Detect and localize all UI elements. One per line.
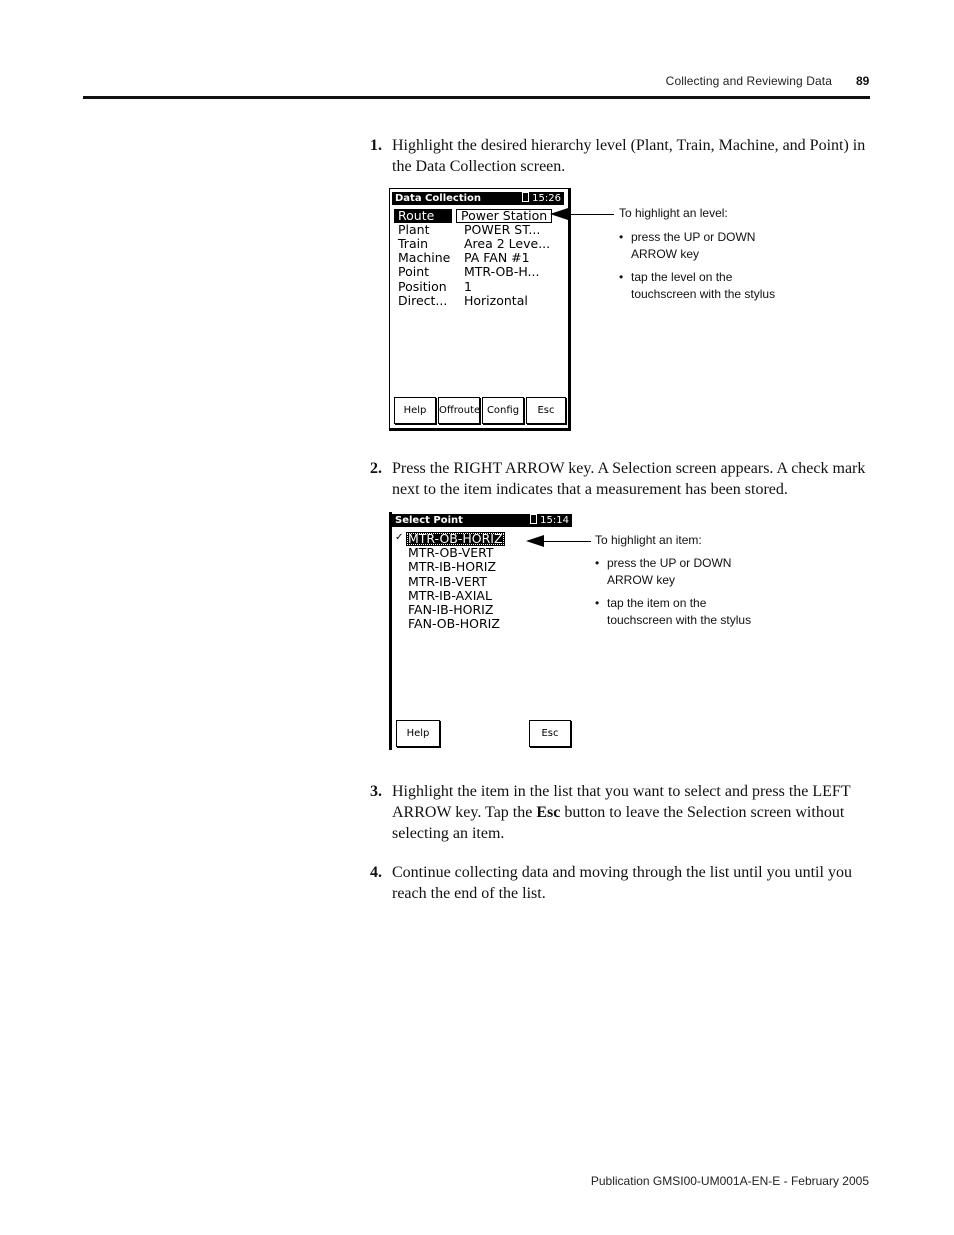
- list-item[interactable]: MTR-OB-VERT: [408, 545, 494, 560]
- step-4: [370, 862, 870, 904]
- list-item[interactable]: MTR-IB-AXIAL: [408, 588, 492, 603]
- clock-time: 15:14: [540, 515, 569, 526]
- route-label: Route: [394, 209, 452, 223]
- page-number: 89: [856, 74, 870, 88]
- clock: [530, 514, 569, 527]
- direction-label: Direct...: [398, 293, 448, 308]
- offroute-button[interactable]: Offroute: [438, 397, 480, 424]
- list-item-selected[interactable]: MTR-OB-HORIZ: [408, 531, 503, 546]
- esc-keyword: Esc: [536, 804, 561, 821]
- callout-item: [595, 555, 775, 589]
- callout-leader: [542, 541, 591, 542]
- screen-titlebar: [392, 192, 564, 205]
- callout-item-text: tap the item on the touchscreen with the stylus: [607, 596, 752, 627]
- callout-item: [595, 595, 775, 629]
- step-number: 4.: [370, 864, 382, 881]
- step-text-part: Highlight the item in the list that you want to select and press the LEFT ARROW key. Tap the: [392, 783, 851, 821]
- check-mark-icon: ✓: [395, 532, 404, 543]
- publication-footer: Publication GMSI00-UM001A-EN-E - February 2005: [590, 1174, 869, 1188]
- plant-value: POWER ST...: [464, 222, 541, 237]
- point-label: Point: [398, 264, 430, 279]
- step-2: [370, 458, 870, 500]
- select-point-screen: [389, 512, 572, 750]
- point-value: MTR-OB-H...: [464, 264, 540, 279]
- step-text-part: button to leave the Selection screen without selecting an item.: [392, 804, 845, 842]
- bullet-icon: •: [595, 596, 600, 610]
- clock-time: 15:26: [532, 193, 561, 204]
- help-button[interactable]: Help: [394, 397, 436, 424]
- callout-title: To highlight an item:: [595, 533, 702, 547]
- callout-level: [619, 205, 799, 303]
- battery-icon: [530, 514, 537, 524]
- help-button[interactable]: Help: [396, 720, 440, 747]
- position-value: 1: [464, 279, 472, 294]
- bullet-icon: •: [619, 270, 624, 284]
- step-number: 2.: [370, 460, 382, 477]
- callout-item-text: press the UP or DOWN ARROW key: [607, 556, 732, 587]
- callout-item-text: tap the level on the touchscreen with the stylus: [631, 270, 776, 301]
- running-header: Collecting and Reviewing Data: [665, 74, 832, 88]
- route-value: Power Station: [456, 209, 552, 223]
- callout-title: To highlight an level:: [619, 206, 728, 220]
- esc-button[interactable]: Esc: [526, 397, 566, 424]
- header-rule: [83, 96, 870, 99]
- data-collection-screen: [389, 188, 571, 431]
- esc-button[interactable]: Esc: [529, 720, 571, 747]
- step-text: [392, 781, 870, 844]
- config-button[interactable]: Config: [482, 397, 524, 424]
- bullet-icon: •: [619, 230, 624, 244]
- callout-item: [619, 269, 799, 303]
- callout-leader: [566, 214, 614, 215]
- step-3: [370, 781, 870, 844]
- screen-title: Data Collection: [395, 193, 482, 204]
- machine-value: PA FAN #1: [464, 250, 530, 265]
- clock: [522, 192, 561, 205]
- list-item[interactable]: FAN-IB-HORIZ: [408, 602, 494, 617]
- train-value: Area 2 Leve...: [464, 236, 551, 251]
- step-text: Press the RIGHT ARROW key. A Selection screen appears. A check mark next to the item indicates that a measurement has been stored.: [392, 460, 866, 498]
- bullet-icon: •: [595, 556, 600, 570]
- battery-icon: [522, 192, 529, 202]
- screen-title: Select Point: [395, 515, 463, 526]
- step-1: [370, 135, 870, 177]
- machine-label: Machine: [398, 250, 451, 265]
- callout-item: [619, 229, 799, 263]
- step-number: 1.: [370, 137, 382, 154]
- list-item[interactable]: FAN-OB-HORIZ: [408, 616, 500, 631]
- plant-label: Plant: [398, 222, 430, 237]
- callout-item-help: [595, 532, 775, 629]
- step-text: Continue collecting data and moving through the list until you until you reach the end of the list.: [392, 864, 852, 902]
- train-label: Train: [398, 236, 428, 251]
- list-item[interactable]: MTR-IB-VERT: [408, 574, 488, 589]
- step-number: 3.: [370, 783, 382, 800]
- direction-value: Horizontal: [464, 293, 528, 308]
- position-label: Position: [398, 279, 447, 294]
- step-text: Highlight the desired hierarchy level (Plant, Train, Machine, and Point) in the Data Collection screen.: [392, 137, 866, 175]
- callout-item-text: press the UP or DOWN ARROW key: [631, 230, 756, 261]
- screen-titlebar: [392, 514, 572, 527]
- list-item[interactable]: MTR-IB-HORIZ: [408, 559, 497, 574]
